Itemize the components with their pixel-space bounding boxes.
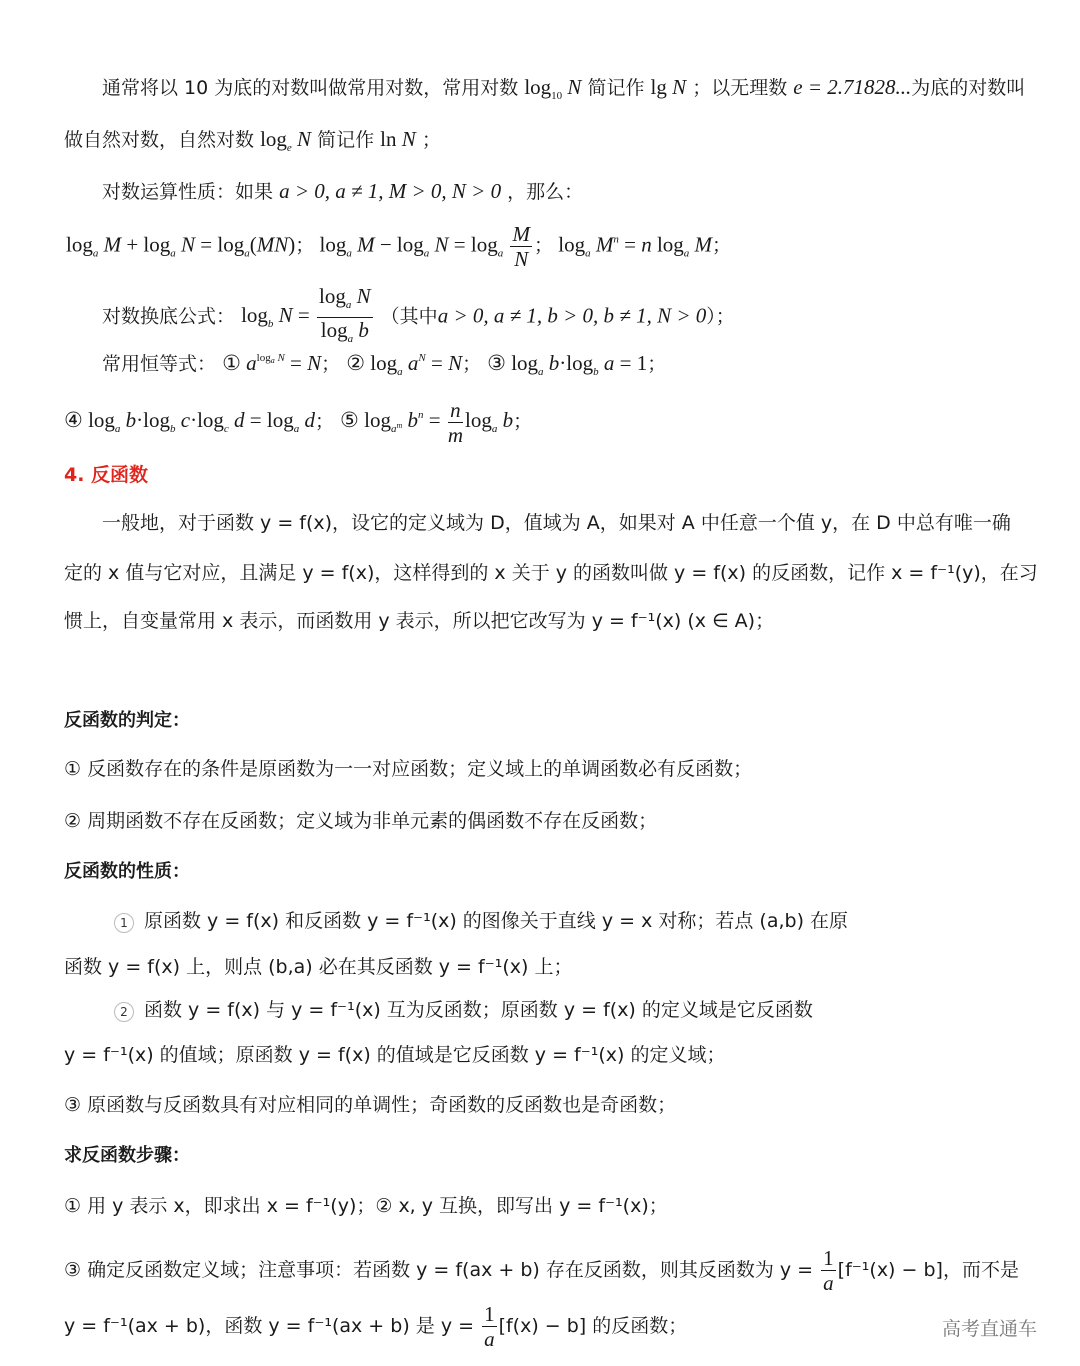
math-lg: lg N <box>650 75 687 99</box>
text: ，那么： <box>507 181 584 203</box>
property-item-2a <box>114 995 813 1025</box>
heading-inverse-steps: 求反函数步骤： <box>64 1145 190 1166</box>
text: 原函数 y = f(x) 和反函数 y = f⁻¹(x) 的图像关于直线 y = x 对称；若点 (a,b) 在原 <box>144 910 849 932</box>
fraction-1-over-a: $\frac{1}{a}$ <box>823 1246 834 1295</box>
judge-item-1: ① 反函数存在的条件是原函数为一一对应函数；定义域上的单调函数必有反函数； <box>64 758 753 780</box>
text: 简记作 <box>587 77 645 99</box>
steps-line2 <box>64 1246 1019 1295</box>
steps-line1: ① 用 y 表示 x，即求出 x = f⁻¹(y)；② x, y 互换，即写出 y = f⁻¹(x)； <box>64 1195 668 1217</box>
identities-line1: 常用恒等式： ① $a^{log_a N} = N$； ② $\log_a a^N = N$； ③ $\log_a b\cdot\log_b$ a = 1； <box>102 351 667 378</box>
text: ；以无理数 <box>692 77 788 99</box>
log-properties-formulas: $\log_a M + \log_a N = \log_a(MN)$； $\log_a M - \log_a N = \log_a$ $\frac{M}{N}$ ； $\log_a M^n = n$ $\log_a M$； <box>66 222 732 271</box>
identities-line2: ④ $\log_a b\cdot\log_b$ $c\cdot\log_c$ $d = \log_a d$； ⑤ $\log_{a^m} b^n$ = $\frac{n}{m}$ $\log_a b$； <box>64 398 533 447</box>
text: ③ 确定反函数定义域；注意事项：若函数 y = f(ax + b) 存在反函数，则其反函数为 y = <box>64 1259 814 1281</box>
property-item-2b: y = f⁻¹(x) 的值域；原函数 y = f(x) 的值域是它反函数 y = f⁻¹(x) 的定义域； <box>64 1044 726 1066</box>
text: ； <box>421 129 441 151</box>
property-item-3: ③ 原函数与反函数具有对应相同的单调性；奇函数的反函数也是奇函数； <box>64 1094 677 1116</box>
property-item-1a <box>114 906 848 936</box>
text: 为底的对数叫 <box>911 77 1026 99</box>
paragraph-common-log <box>102 72 1025 111</box>
steps-line3 <box>64 1302 687 1351</box>
text: 简记作 <box>317 129 375 151</box>
fraction-1-over-a: $\frac{1}{a}$ <box>484 1302 495 1351</box>
math-condition: a > 0, a ≠ 1, b > 0, b ≠ 1, N > 0 <box>437 303 707 328</box>
math-change-base: $\log_b N$ = $\frac{\log_a N}{\log_a b}$ <box>241 284 371 345</box>
text: 做自然对数，自然对数 <box>64 129 255 151</box>
text: 对数运算性质：如果 <box>102 181 274 203</box>
math-log10: $\log_{10} N$ <box>524 75 582 102</box>
section4-paragraph-line2: 定的 x 值与它对应，且满足 y = f(x)，这样得到的 x 关于 y 的函数叫做 y = f(x) 的反函数，记作 x = f⁻¹(y)，在习 <box>64 562 1038 584</box>
text: 函数 y = f(x) 与 y = f⁻¹(x) 互为反函数；原函数 y = f(x) 的定义域是它反函数 <box>144 999 813 1021</box>
circled-number: 1 <box>114 913 134 933</box>
text: ）； <box>706 305 735 328</box>
math-e: e = 2.71828... <box>793 75 912 99</box>
text: [f(x) − b] 的反函数； <box>498 1315 688 1337</box>
section-heading-inverse-function: 4. 反函数 <box>64 464 149 486</box>
math-conditions: a > 0, a ≠ 1, M > 0, N > 0 <box>279 179 502 203</box>
paragraph-natural-log <box>64 124 441 163</box>
text: 常用恒等式： <box>102 353 217 375</box>
fraction: $\frac{M}{N}$ <box>512 222 530 271</box>
judge-item-2: ② 周期函数不存在反函数；定义域为非单元素的偶函数不存在反函数； <box>64 810 658 832</box>
text: 对数换底公式： <box>102 305 236 328</box>
circled-number: 2 <box>114 1002 134 1022</box>
text: （其中 <box>380 305 438 328</box>
log-properties-intro <box>102 176 583 207</box>
watermark: 高考直通车 <box>942 1318 1038 1340</box>
section4-paragraph-line1: 一般地，对于函数 y = f(x)，设它的定义域为 D，值域为 A，如果对 A 中任意一个值 y，在 D 中总有唯一确 <box>102 512 1011 534</box>
text: y = f⁻¹(ax + b)，函数 y = f⁻¹(ax + b) 是 y = <box>64 1315 475 1337</box>
property-item-1b: 函数 y = f(x) 上，则点 (b,a) 必在其反函数 y = f⁻¹(x) 上； <box>64 956 573 978</box>
math-ln: ln N <box>380 127 416 151</box>
text: 通常将以 10 为底的对数叫做常用对数，常用对数 <box>102 77 519 99</box>
math-loge: $\log_e N$ <box>260 127 312 154</box>
heading-inverse-judgement: 反函数的判定： <box>64 710 190 731</box>
section4-paragraph-line3: 惯上，自变量常用 x 表示，而函数用 y 表示，所以把它改写为 y = f⁻¹(x) (x ∈ A)； <box>64 610 775 632</box>
text: [f⁻¹(x) − b]，而不是 <box>837 1259 1019 1281</box>
heading-inverse-properties: 反函数的性质： <box>64 861 190 882</box>
change-of-base <box>102 284 735 351</box>
